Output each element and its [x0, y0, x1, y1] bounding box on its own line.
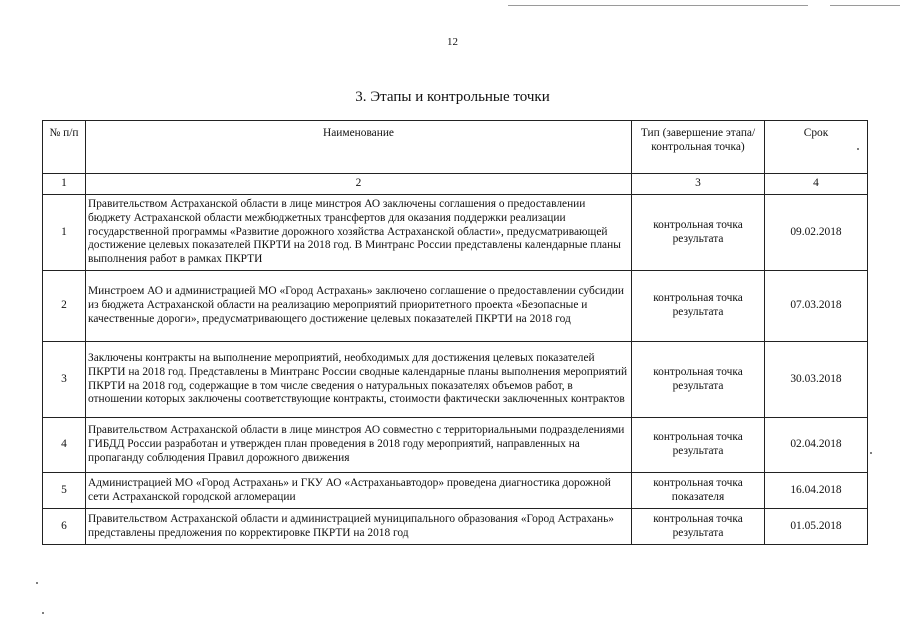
header-deadline: Срок — [765, 121, 868, 174]
header-number: № п/п — [43, 121, 86, 174]
section-title: 3. Этапы и контрольные точки — [355, 89, 550, 105]
row-number: 5 — [43, 473, 86, 509]
page-number: 12 — [447, 36, 458, 48]
row-type: контрольная точка результата — [632, 195, 765, 271]
stages-table — [42, 120, 868, 545]
row-name: Правительством Астраханской области в лице минстроя АО совместно с территориальными подразделениями ГИБДД России разработан и утвержден план проведения в 2018 году мероприятий, направленных на пропаганду соблюдения Правил дорожного движения — [86, 418, 632, 473]
top-rule-right — [830, 5, 900, 6]
scan-speck — [36, 582, 38, 584]
row-name: Правительством Астраханской области и администрацией муниципального образования «Город Астрахань» представлены предложения по корректировке ПКРТИ на 2018 год — [86, 509, 632, 545]
row-number: 4 — [43, 418, 86, 473]
table-row — [43, 195, 868, 271]
header-row — [43, 121, 868, 174]
row-type: контрольная точка результата — [632, 342, 765, 418]
header-type: Тип (завершение этапа/ контрольная точка) — [632, 121, 765, 174]
index-cell: 4 — [765, 174, 868, 195]
row-number: 3 — [43, 342, 86, 418]
row-name: Правительством Астраханской области в лице минстроя АО заключены соглашения о предоставлении бюджету Астраханской области межбюджетных трансфертов для оказания поддержки реализации государственной программы «Развитие дорожного хозяйства Астраханской области», предусматривающей достижение целевых показателей ПКРТИ на 2018 год. В Минтранс России представлены календарные планы выполнения работ в рамках ПКРТИ — [86, 195, 632, 271]
scan-speck — [42, 612, 44, 614]
index-cell: 1 — [43, 174, 86, 195]
row-deadline: 30.03.2018 — [765, 342, 868, 418]
table-row — [43, 418, 868, 473]
row-name: Администрацией МО «Город Астрахань» и ГКУ АО «Астраханьавтодор» проведена диагностика дорожной сети Астраханской городской агломерации — [86, 473, 632, 509]
table-row — [43, 473, 868, 509]
row-name: Минстроем АО и администрацией МО «Город Астрахань» заключено соглашение о предоставлении субсидии из бюджета Астраханской области на реализацию мероприятий приоритетного проекта «Безопасные и качественные дороги», предусматривающего достижение целевых показателей ПКРТИ на 2018 год — [86, 271, 632, 342]
row-deadline: 16.04.2018 — [765, 473, 868, 509]
row-name: Заключены контракты на выполнение мероприятий, необходимых для достижения целевых показателей ПКРТИ на 2018 год. Представлены в Минтранс России сводные календарные планы выполнения мероприятий ПКРТИ на 2018 год, содержащие в том числе сведения о натуральных показателях объемов работ, в отношении которых заключены соответствующие контракты, стоимости фактически заключенных контрактов — [86, 342, 632, 418]
table-row — [43, 342, 868, 418]
index-cell: 2 — [86, 174, 632, 195]
row-deadline: 07.03.2018 — [765, 271, 868, 342]
row-type: контрольная точка результата — [632, 418, 765, 473]
row-type: контрольная точка результата — [632, 271, 765, 342]
index-cell: 3 — [632, 174, 765, 195]
row-number: 1 — [43, 195, 86, 271]
row-number: 2 — [43, 271, 86, 342]
row-number: 6 — [43, 509, 86, 545]
top-rule-left — [508, 5, 808, 6]
row-deadline: 02.04.2018 — [765, 418, 868, 473]
table-row — [43, 509, 868, 545]
row-type: контрольная точка показателя — [632, 473, 765, 509]
table-row — [43, 271, 868, 342]
row-deadline: 01.05.2018 — [765, 509, 868, 545]
scan-speck — [870, 452, 872, 454]
header-name: Наименование — [86, 121, 632, 174]
scan-speck — [857, 148, 859, 150]
row-type: контрольная точка результата — [632, 509, 765, 545]
row-deadline: 09.02.2018 — [765, 195, 868, 271]
index-row — [43, 174, 868, 195]
